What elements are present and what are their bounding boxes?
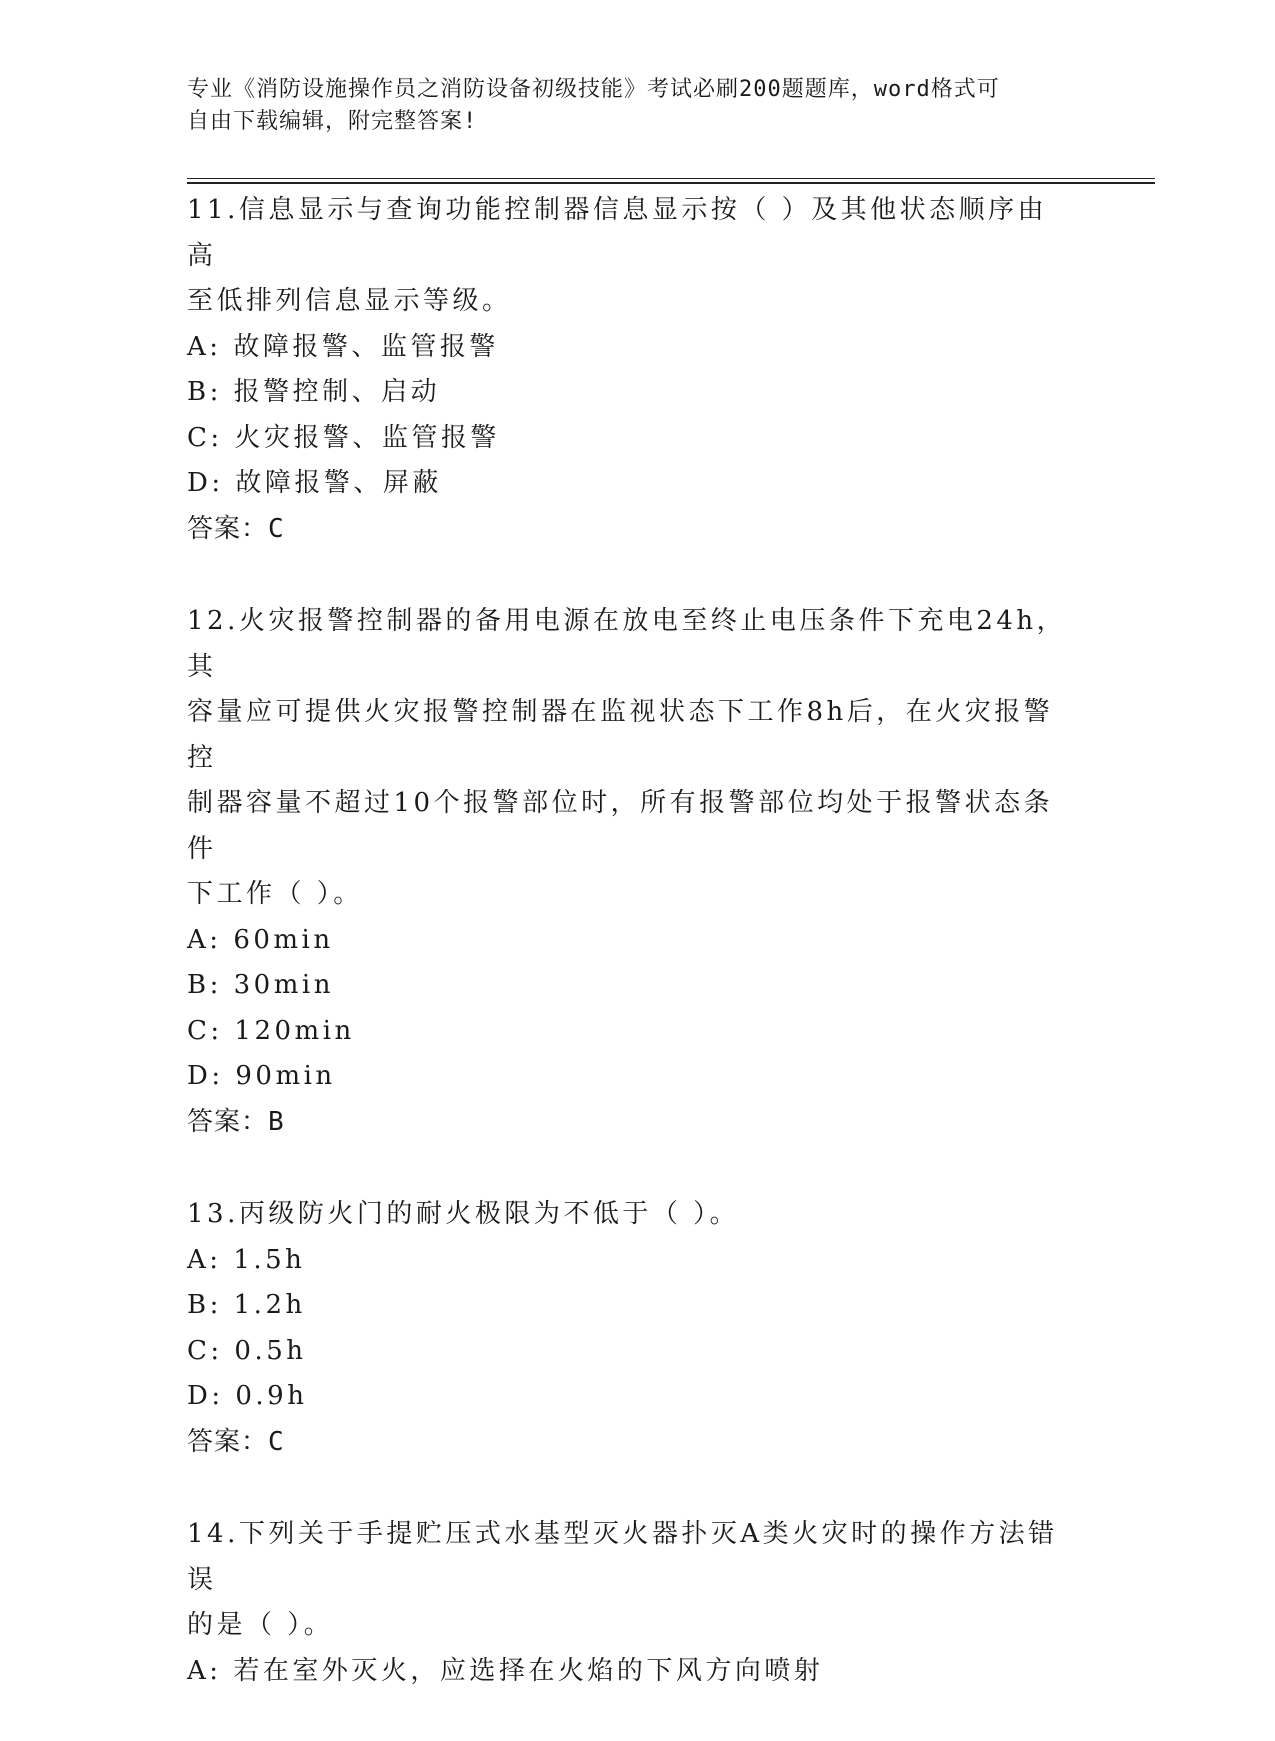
question-14 (187, 1512, 1067, 1694)
option-b (187, 370, 1067, 416)
option-text: 120min (234, 1015, 355, 1046)
option-text: 故障报警、监管报警 (233, 331, 499, 362)
question-stem-line: 13.丙级防火门的耐火极限为不低于（ ）。 (187, 1199, 740, 1229)
option-text: 1.2h (233, 1290, 306, 1320)
option-key: D: (187, 468, 224, 498)
question-12 (187, 599, 1067, 1145)
option-key: B: (187, 970, 222, 1000)
header-divider-thick (187, 182, 1155, 184)
option-key: C: (187, 1015, 223, 1046)
question-13 (187, 1192, 1067, 1465)
option-b (187, 963, 1067, 1009)
question-stem-line: 11.信息显示与查询功能控制器信息显示按（ ）及其他状态顺序由高 (187, 195, 1048, 271)
question-stem-line: 12.火灾报警控制器的备用电源在放电至终止电压条件下充电24h，其 (187, 606, 1067, 682)
option-a (187, 1238, 1067, 1284)
option-c (187, 1009, 1067, 1055)
option-text: 30min (233, 970, 334, 1000)
question-stem-line: 至低排列信息显示等级。 (187, 286, 512, 316)
option-d (187, 1374, 1067, 1420)
option-key: A: (187, 1655, 222, 1686)
option-key: A: (187, 924, 222, 955)
option-text: 0.9h (235, 1381, 308, 1411)
option-c (187, 1329, 1067, 1375)
document-header (187, 74, 1067, 138)
option-text: 故障报警、屏蔽 (235, 468, 442, 498)
question-stem-line: 制器容量不超过10个报警部位时，所有报警部位均处于报警状态条件 (187, 788, 1054, 864)
option-key: B: (187, 1290, 222, 1320)
question-stem-line: 容量应可提供火灾报警控制器在监视状态下工作8h后，在火灾报警控 (187, 697, 1054, 773)
option-b (187, 1283, 1067, 1329)
header-line-1: 专业《消防设施操作员之消防设备初级技能》考试必刷200题题库，word格式可 (187, 77, 1000, 102)
question-stem-line: 的是（ ）。 (187, 1610, 334, 1640)
answer-line: 答案：B (187, 1106, 285, 1137)
option-key: C: (187, 1335, 223, 1366)
option-key: D: (187, 1381, 224, 1411)
option-a (187, 918, 1067, 964)
option-a (187, 325, 1067, 371)
option-a (187, 1649, 1067, 1695)
answer-line: 答案：C (187, 1426, 285, 1457)
question-list (187, 188, 1067, 1741)
option-d (187, 1054, 1067, 1100)
option-text: 火灾报警、监管报警 (234, 422, 500, 453)
option-text: 0.5h (234, 1335, 307, 1366)
option-text: 报警控制、启动 (233, 377, 441, 407)
header-line-2: 自由下载编辑，附完整答案! (187, 109, 478, 134)
question-stem-line: 14.下列关于手提贮压式水基型灭火器扑灭A类火灾时的操作方法错误 (187, 1519, 1058, 1595)
option-c (187, 416, 1067, 462)
option-text: 90min (235, 1061, 336, 1091)
option-key: A: (187, 1244, 222, 1275)
option-key: B: (187, 377, 222, 407)
option-d (187, 461, 1067, 507)
option-key: C: (187, 422, 223, 453)
option-key: A: (187, 331, 222, 362)
question-stem-line: 下工作（ ）。 (187, 879, 363, 909)
option-text: 若在室外灭火，应选择在火焰的下风方向喷射 (233, 1655, 824, 1686)
option-text: 1.5h (233, 1244, 306, 1275)
option-text: 60min (233, 924, 334, 955)
header-divider-thin (187, 178, 1155, 179)
answer-line: 答案：C (187, 513, 285, 544)
option-key: D: (187, 1061, 224, 1091)
question-11 (187, 188, 1067, 552)
